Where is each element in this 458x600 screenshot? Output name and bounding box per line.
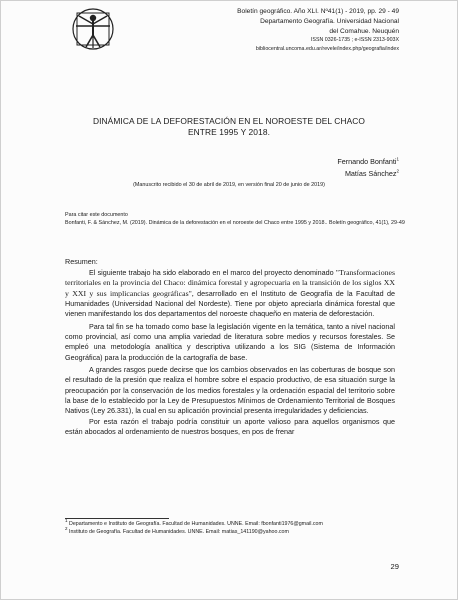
author-1: Fernando Bonfanti$^1$ — [337, 156, 399, 166]
journal-citation: Boletín geográfico. Año XLI. Nº41(1) - 2019, pp. 29 - 49 — [237, 8, 399, 15]
citation-heading: Para citar este documento — [65, 212, 128, 218]
abstract — [65, 257, 395, 437]
abstract-paragraph-4: Por esta razón el trabajo podría constituir un aporte valioso para aquellos organismos que están abocados al ordenamiento de nuestros bosques, en pos de frenar — [65, 416, 395, 436]
project-name: "Transformaciones territoriales en la provincia del Chaco: dinámica forestal y agropecuaria en la transición de los siglos XX y XXI y sus implicancias geográficas", — [65, 267, 395, 298]
article-title — [41, 116, 417, 138]
abstract-paragraph-2: Para tal fin se ha tomado como base la legislación vigente en la temática, tanto a nivel nacional como provincial, así como una amplia variedad de literatura sobre medios y recursos forestales. Se empleó una metodología analítica y descriptiva utilizando a los SIG (Sistema de Información Geográfica) para la producción de la cartografía de base. — [65, 321, 395, 362]
author-list — [337, 156, 399, 180]
citation-block — [65, 212, 405, 227]
abstract-paragraph-1: El siguiente trabajo ha sido elaborado en el marco del proyecto denominado "Transformaciones territoriales en la provincia del Chaco: dinámica forestal y agropecuaria en la transición de los siglos XX y XXI y sus implicancias geográficas", desarrollado en el Instituto de Geografía de la Facultad de Humanidades (Universidad Nacional del Nordeste). Tiene por objeto apreciarla dinámica forestal que vienen manifestando los dos departamentos del noroeste chaqueño en materia de deforestación. — [65, 267, 396, 319]
citation-text: Bonfanti, F. & Sánchez, M. (2019). Dinámica de la deforestación en el noroeste del Chaco entre 1995 y 2018.. Boletín geográfico, 41(1), 29-49 — [65, 219, 405, 226]
footnote-2: $^2$ Instituto de Geografía. Facultad de Humanidades. UNNE. Email: matias_141190@yahoo.com — [65, 526, 289, 535]
footnote-divider — [65, 518, 169, 519]
author-2: Matías Sánchez$^2$ — [344, 168, 399, 178]
journal-header — [139, 7, 399, 54]
received-date-note: (Manuscrito recibido el 30 de abril de 2019, en versión final 20 de junio de 2019) — [133, 182, 325, 188]
footnote-1: $^1$ Departamento e Instituto de Geografía. Facultad de Humanidades. UNNE. Email: fbonfanti1976@gmail.com — [65, 518, 323, 527]
author-2-footnote-ref[interactable]: 2 — [396, 168, 399, 174]
vitruvian-man-logo-icon — [71, 7, 115, 51]
page-number: 29 — [390, 562, 399, 571]
abstract-heading: Resumen: — [65, 257, 98, 266]
journal-url[interactable]: bibliocentral.uncoma.edu.ar/revele/index.php/geografia/index — [255, 45, 399, 52]
abstract-paragraph-3: A grandes rasgos puede decirse que los cambios observados en las coberturas de bosque son el resultado de la presión que realiza el hombre sobre el espacio productivo, de esa situación surge la preocupación por la conservación de los medios forestales y la ordenación espacial del territorio sobre la base de lo establecido por la Ley de Presupuestos Mínimos de Ordenamiento Territorial de Bosques Nativos (Ley 26.331), la cual en su aplicación provincial presenta irregularidades y deficiencias. — [65, 364, 395, 416]
footnotes — [65, 518, 395, 537]
journal-issn: ISSN 0326-1735 ; e-ISSN 2313-903X — [310, 37, 399, 44]
journal-university: del Comahue. Neuquén — [329, 27, 399, 35]
article-title-line-1: DINÁMICA DE LA DEFORESTACIÓN EN EL NOROESTE DEL CHACO — [92, 116, 366, 126]
journal-department: Departamento Geografía. Universidad Nacional — [260, 17, 399, 25]
article-title-line-2: ENTRE 1995 Y 2018. — [187, 127, 271, 137]
author-1-footnote-ref[interactable]: 1 — [396, 156, 399, 162]
